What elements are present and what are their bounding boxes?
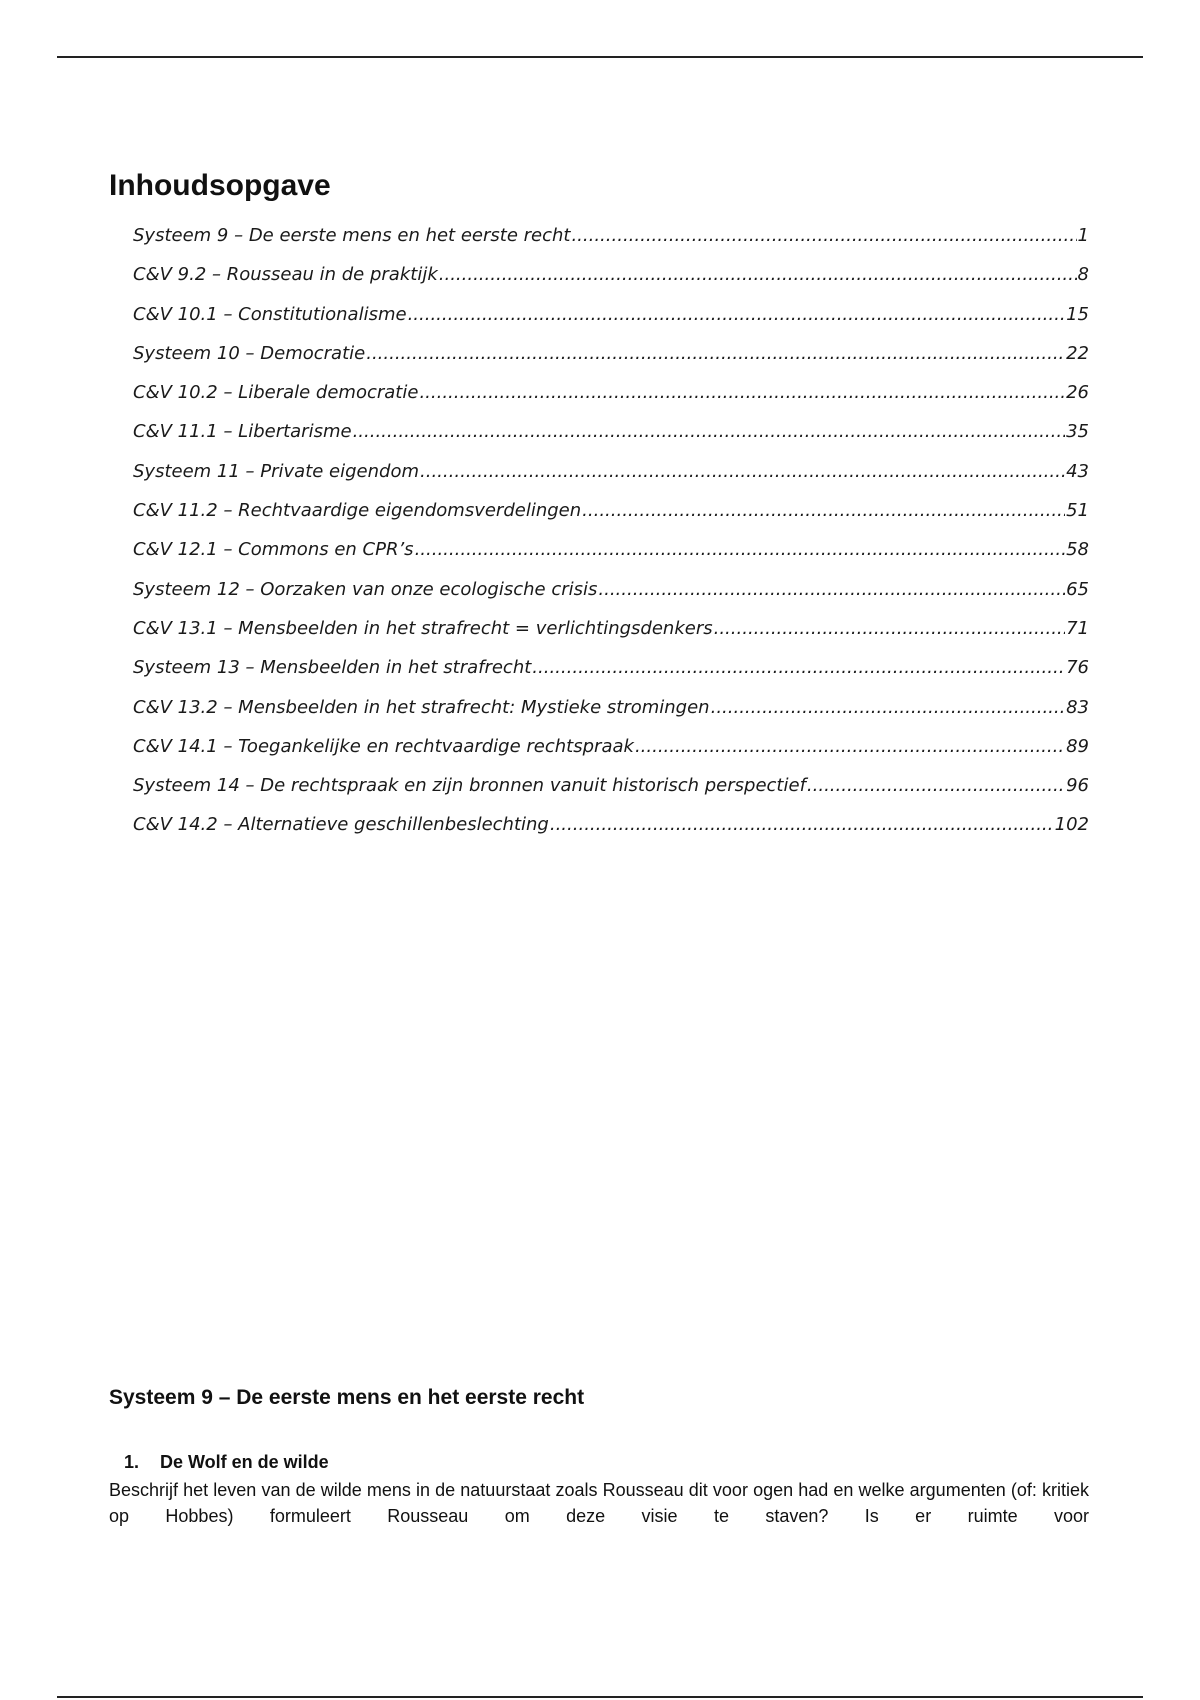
table-of-contents — [133, 220, 1089, 849]
toc-entry-page: 96 — [1066, 775, 1089, 797]
toc-entry[interactable] — [133, 495, 1089, 534]
toc-entry-page: 65 — [1066, 578, 1089, 600]
toc-entry-label: C&V 14.2 – Alternatieve geschillenbeslechting — [133, 814, 549, 836]
toc-entry-label: Systeem 9 – De eerste mens en het eerste recht — [133, 225, 571, 246]
toc-title: Inhoudsopgave — [109, 169, 331, 202]
toc-leader-dots — [711, 692, 1066, 724]
section-heading: Systeem 9 – De eerste mens en het eerste recht — [109, 1386, 585, 1409]
toc-entry-page: 51 — [1066, 500, 1089, 522]
toc-entry-label: Systeem 11 – Private eigendom — [133, 460, 420, 482]
toc-entry-page: 89 — [1066, 735, 1089, 757]
toc-entry[interactable] — [133, 377, 1089, 416]
toc-leader-dots — [408, 299, 1066, 331]
toc-entry[interactable] — [133, 731, 1089, 770]
toc-entry-label: C&V 10.2 – Liberale democratie — [133, 382, 419, 404]
toc-entry-label: Systeem 10 – Democratie — [133, 342, 366, 364]
toc-entry-label: C&V 12.1 – Commons en CPR’s — [133, 539, 414, 561]
toc-leader-dots — [439, 259, 1077, 291]
toc-entry[interactable] — [133, 652, 1089, 691]
toc-entry-page: 15 — [1066, 303, 1089, 325]
toc-entry-page: 83 — [1066, 696, 1089, 718]
question-paragraph: Beschrijf het leven van de wilde mens in de natuurstaat zoals Rousseau dit voor ogen had en welke argumenten (of: kritiek op Hobbes) formuleert Rousseau om deze visie te staven? Is er ruimte voor — [109, 1480, 1089, 1526]
toc-entry-label: C&V 11.1 – Libertarisme — [133, 421, 352, 443]
toc-entry-label: C&V 11.2 – Rechtvaardige eigendomsverdelingen — [133, 500, 582, 522]
toc-entry-page: 71 — [1066, 617, 1089, 639]
toc-leader-dots — [635, 731, 1065, 763]
toc-entry[interactable] — [133, 534, 1089, 573]
toc-entry-label: C&V 9.2 – Rousseau in de praktijk — [133, 264, 438, 286]
toc-entry[interactable] — [133, 220, 1089, 259]
toc-leader-dots — [419, 377, 1065, 409]
toc-entry-label: Systeem 12 – Oorzaken van onze ecologische crisis — [133, 578, 598, 600]
toc-entry-page: 22 — [1066, 342, 1089, 364]
question-title: De Wolf en de wilde — [160, 1452, 329, 1472]
toc-leader-dots — [571, 220, 1076, 252]
toc-entry-label: C&V 10.1 – Constitutionalisme — [133, 303, 407, 325]
toc-leader-dots — [550, 809, 1054, 841]
toc-entry-page: 35 — [1066, 421, 1089, 443]
toc-leader-dots — [582, 495, 1065, 527]
toc-entry-page: 102 — [1054, 814, 1089, 836]
toc-entry[interactable] — [133, 770, 1089, 809]
toc-entry[interactable] — [133, 416, 1089, 455]
toc-entry-page: 26 — [1066, 382, 1089, 404]
toc-entry-label: C&V 13.1 – Mensbeelden in het strafrecht = verlichtingsdenkers — [133, 617, 713, 639]
toc-entry[interactable] — [133, 613, 1089, 652]
toc-leader-dots — [353, 416, 1066, 448]
toc-entry[interactable] — [133, 574, 1089, 613]
toc-entry-label: Systeem 14 – De rechtspraak en zijn bronnen vanuit historisch perspectief — [133, 775, 806, 797]
toc-entry[interactable] — [133, 456, 1089, 495]
toc-entry-label: C&V 14.1 – Toegankelijke en rechtvaardige rechtspraak — [133, 735, 634, 757]
toc-leader-dots — [415, 534, 1066, 566]
toc-leader-dots — [366, 338, 1065, 370]
toc-entry[interactable] — [133, 809, 1089, 848]
header-rule — [57, 56, 1143, 58]
toc-entry-label: C&V 13.2 – Mensbeelden in het strafrecht: Mystieke stromingen — [133, 696, 710, 718]
toc-entry-page: 58 — [1066, 539, 1089, 561]
toc-leader-dots — [714, 613, 1065, 645]
question-number: 1. — [124, 1452, 140, 1472]
question-heading — [124, 1450, 329, 1474]
toc-entry[interactable] — [133, 299, 1089, 338]
toc-leader-dots — [598, 574, 1065, 606]
toc-leader-dots — [532, 652, 1065, 684]
footer-rule — [57, 1696, 1143, 1698]
toc-entry-label: Systeem 13 – Mensbeelden in het strafrecht — [133, 657, 532, 679]
toc-entry-page: 8 — [1077, 264, 1089, 286]
toc-entry[interactable] — [133, 338, 1089, 377]
toc-entry[interactable] — [133, 692, 1089, 731]
toc-entry-page: 43 — [1066, 460, 1089, 482]
toc-entry-page: 76 — [1066, 657, 1089, 679]
toc-leader-dots — [807, 770, 1065, 802]
toc-entry-page: 1 — [1077, 225, 1089, 246]
toc-entry[interactable] — [133, 259, 1089, 298]
toc-leader-dots — [420, 456, 1065, 488]
